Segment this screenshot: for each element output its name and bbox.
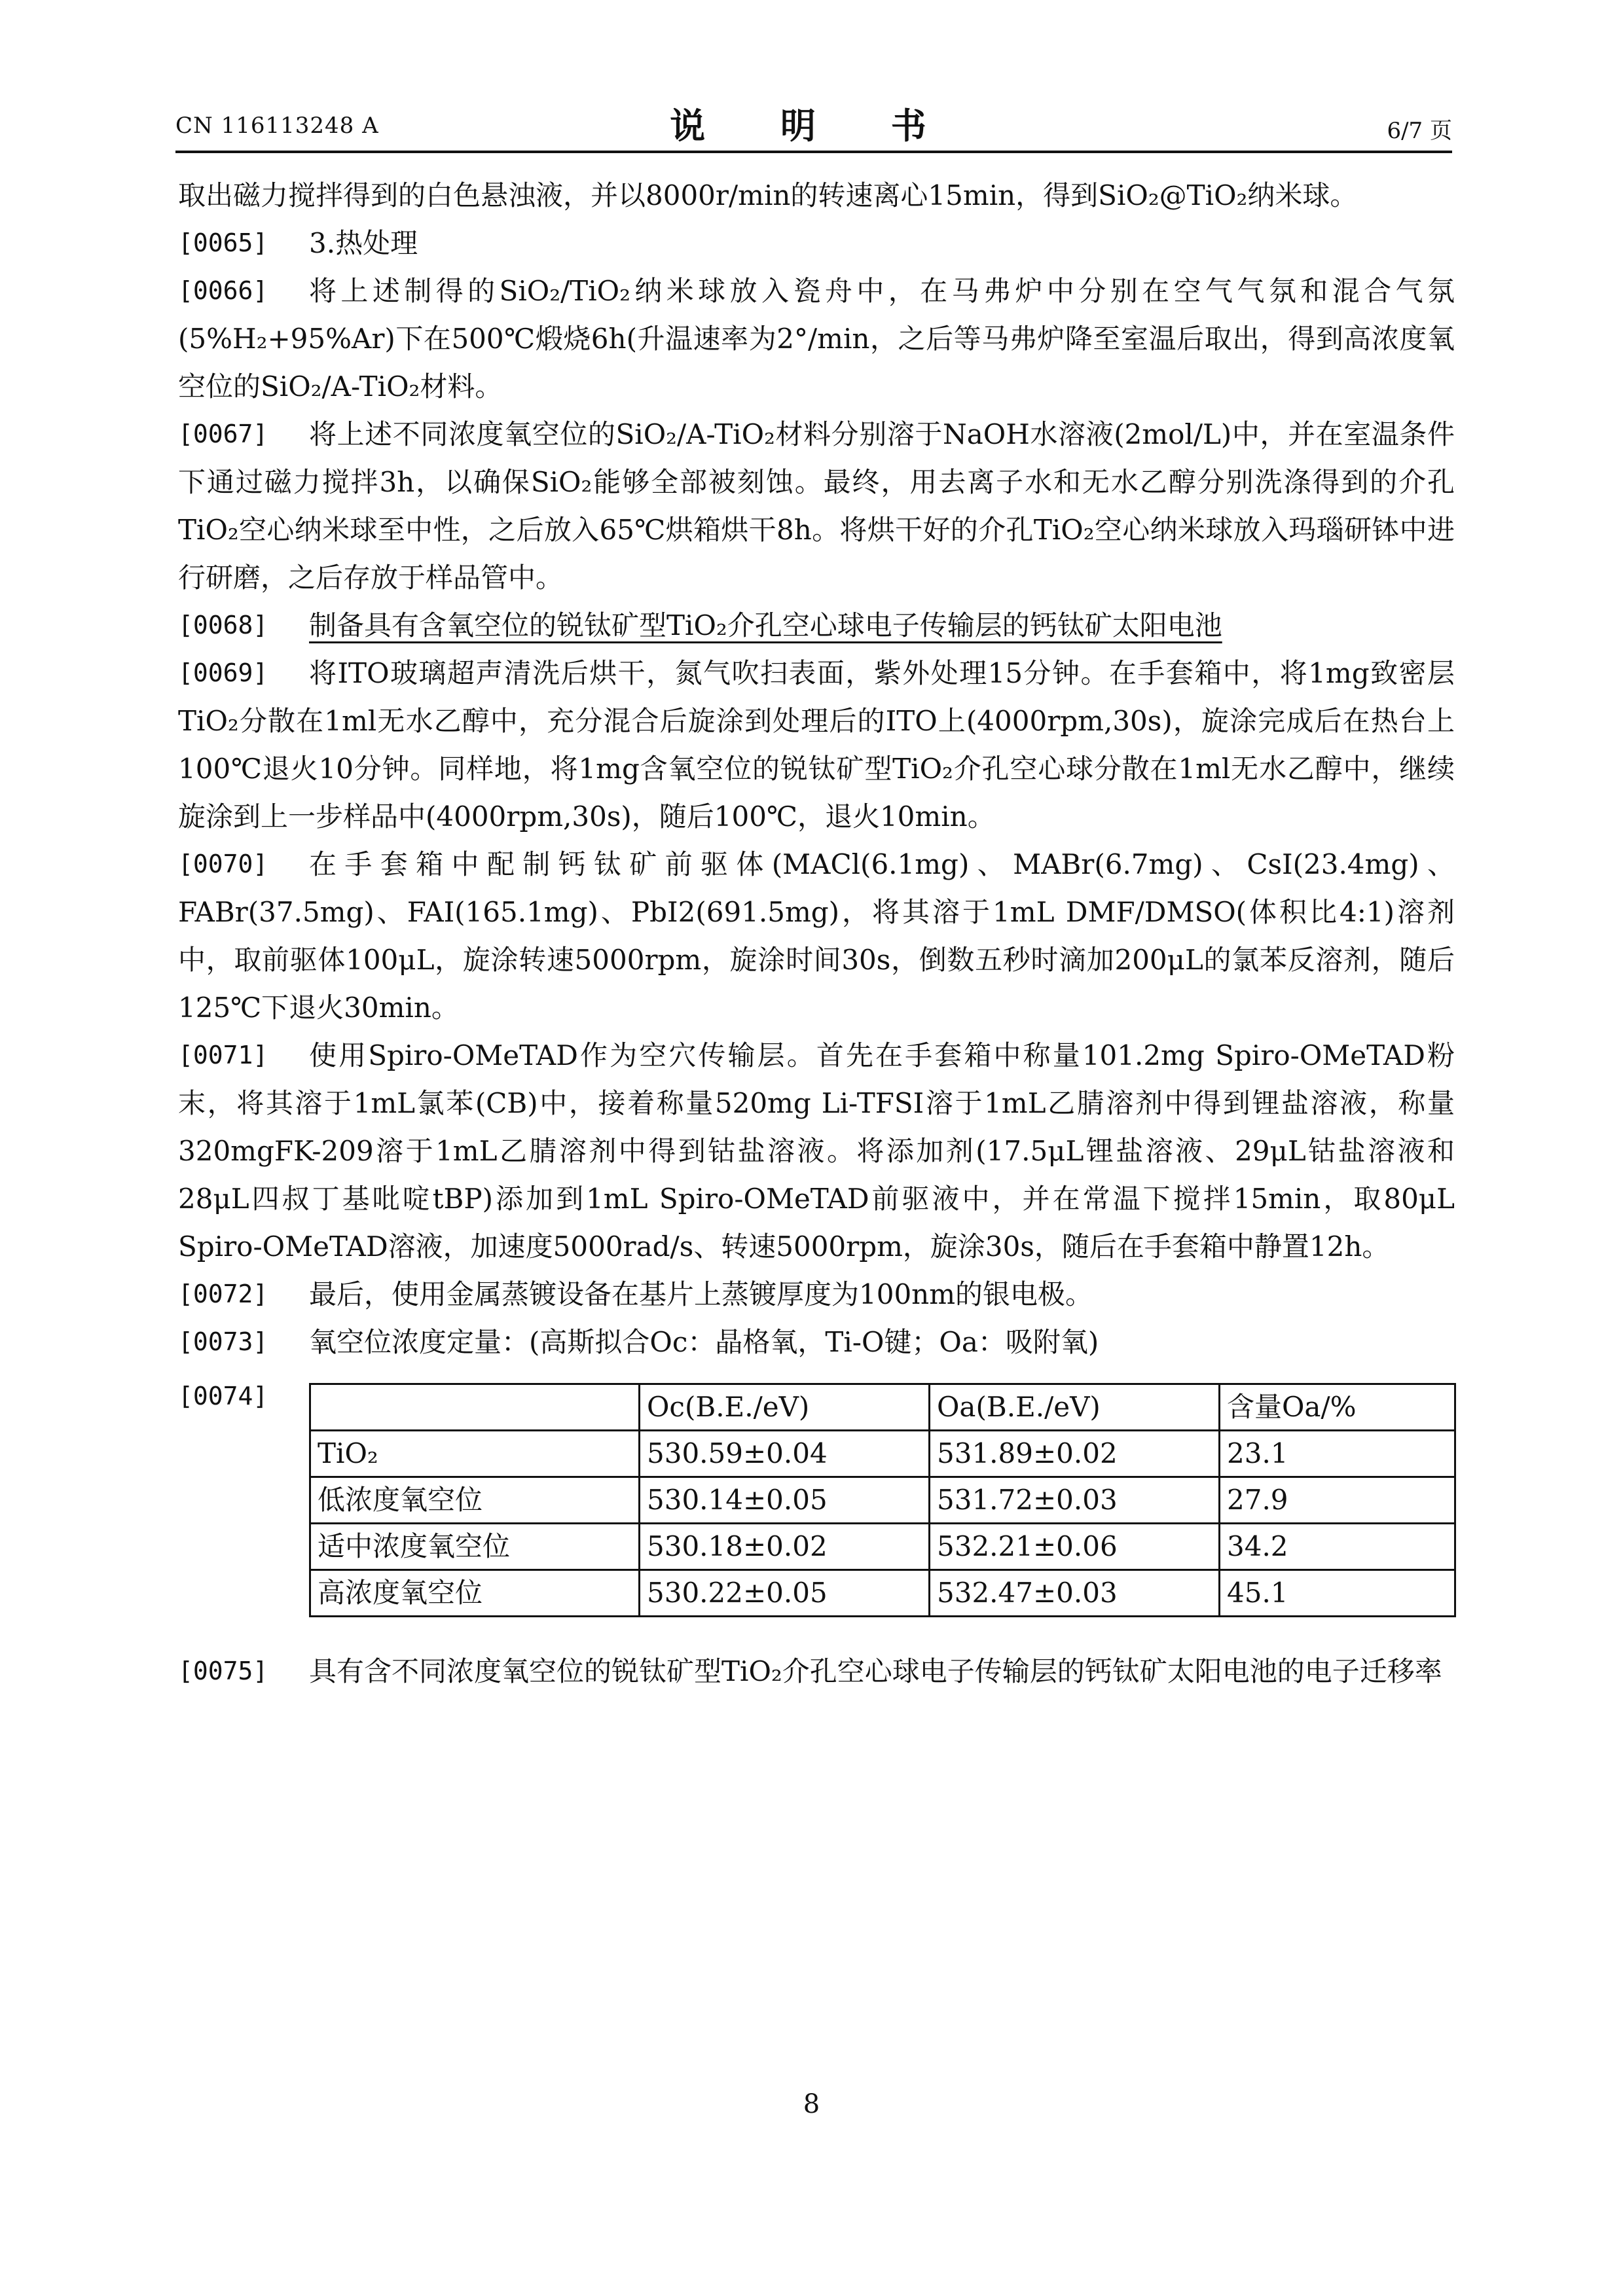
paragraph-number: [0069]	[178, 658, 268, 687]
paragraph-0072	[178, 1270, 1455, 1318]
paragraph-text: 3.热处理	[309, 227, 418, 259]
paragraph-number: [0072]	[178, 1280, 268, 1308]
table-header-row	[310, 1384, 1455, 1431]
paragraph-0075	[178, 1647, 1455, 1695]
table-cell: 适中浓度氧空位	[310, 1524, 640, 1570]
paragraph-text: 氧空位浓度定量：(高斯拟合Oc：晶格氧，Ti-O键；Oa：吸附氧)	[309, 1326, 1099, 1358]
table-cell: 45.1	[1220, 1570, 1455, 1617]
page-indicator: 6/7 页	[1387, 118, 1452, 144]
oxygen-vacancy-table	[309, 1383, 1456, 1617]
table-header-cell	[310, 1384, 640, 1431]
paragraph-text: 使用Spiro-OMeTAD作为空穴传输层。首先在手套箱中称量101.2mg Spiro-OMeTAD粉末，将其溶于1mL氯苯(CB)中，接着称量520mg Li-TFSI溶于1mL乙腈溶剂中得到锂盐溶液，称量320mgFK-209溶于1mL乙腈溶剂中得到钴盐溶液。将添加剂(17.5μL锂盐溶液、29μL钴盐溶液和28μL四叔丁基吡啶tBP)添加到1mL Spiro-OMeTAD前驱液中，并在常温下搅拌15min，取80μL Spiro-OMeTAD溶液，加速度5000rad/s、转速5000rpm，旋涂30s，随后在手套箱中静置12h。	[178, 1039, 1455, 1263]
paragraph-number: [0075]	[178, 1657, 268, 1685]
paragraph-number: [0070]	[178, 850, 268, 878]
table-cell: 34.2	[1220, 1524, 1455, 1570]
paragraph-text: 将ITO玻璃超声清洗后烘干，氮气吹扫表面，紫外处理15分钟。在手套箱中，将1mg致密层TiO₂分散在1ml无水乙醇中，充分混合后旋涂到处理后的ITO上(4000rpm,30s)，旋涂完成后在热台上100℃退火10分钟。同样地，将1mg含氧空位的锐钛矿型TiO₂介孔空心球分散在1ml无水乙醇中，继续旋涂到上一步样品中(4000rpm,30s)，随后100℃，退火10min。	[178, 657, 1455, 833]
paragraph-number: [0068]	[178, 611, 268, 639]
table-row	[310, 1431, 1455, 1477]
table-cell: 高浓度氧空位	[310, 1570, 640, 1617]
paragraph-text: 将上述制得的SiO₂/TiO₂纳米球放入瓷舟中，在马弗炉中分别在空气气氛和混合气氛(5%H₂+95%Ar)下在500℃煅烧6h(升温速率为2°/min，之后等马弗炉降至室温后取出，得到高浓度氧空位的SiO₂/A-TiO₂材料。	[178, 275, 1455, 403]
paragraph-0066	[178, 267, 1455, 410]
publication-number: CN 116113248 A	[175, 113, 379, 139]
paragraph-0069	[178, 649, 1455, 840]
table-cell: TiO₂	[310, 1431, 640, 1477]
paragraph-continuation	[178, 171, 1455, 219]
paragraph-number: [0074]	[178, 1382, 268, 1410]
page-number: 8	[803, 2089, 820, 2119]
table-cell: 530.18±0.02	[640, 1524, 930, 1570]
paragraph-text: 将上述不同浓度氧空位的SiO₂/A-TiO₂材料分别溶于NaOH水溶液(2mol/L)中，并在室温条件下通过磁力搅拌3h，以确保SiO₂能够全部被刻蚀。最终，用去离子水和无水乙醇分别洗涤得到的介孔TiO₂空心纳米球至中性，之后放入65℃烘箱烘干8h。将烘干好的介孔TiO₂空心纳米球放入玛瑙研钵中进行研磨，之后存放于样品管中。	[178, 418, 1455, 594]
document-title: 说 明 书	[670, 105, 958, 147]
paragraph-number: [0071]	[178, 1041, 268, 1069]
table-row	[310, 1524, 1455, 1570]
paragraph-0070	[178, 840, 1455, 1031]
paragraph-text: 取出磁力搅拌得到的白色悬浊液，并以8000r/min的转速离心15min，得到SiO₂@TiO₂纳米球。	[178, 179, 1358, 211]
paragraph-0074	[178, 1372, 1455, 1647]
table-row	[310, 1477, 1455, 1524]
paragraph-0067	[178, 410, 1455, 601]
table-cell: 532.21±0.06	[930, 1524, 1220, 1570]
table-cell: 531.72±0.03	[930, 1477, 1220, 1524]
table-header-cell: Oc(B.E./eV)	[640, 1384, 930, 1431]
paragraph-0073	[178, 1318, 1455, 1366]
table-row	[310, 1570, 1455, 1617]
paragraph-number: [0073]	[178, 1327, 268, 1356]
document-body	[178, 171, 1455, 1695]
paragraph-0071	[178, 1031, 1455, 1270]
table-header-cell: 含量Oa/%	[1220, 1384, 1455, 1431]
table-cell: 低浓度氧空位	[310, 1477, 640, 1524]
table-cell: 530.14±0.05	[640, 1477, 930, 1524]
paragraph-text: 最后，使用金属蒸镀设备在基片上蒸镀厚度为100nm的银电极。	[309, 1278, 1093, 1310]
table-cell: 23.1	[1220, 1431, 1455, 1477]
section-heading: 制备具有含氧空位的锐钛矿型TiO₂介孔空心球电子传输层的钙钛矿太阳电池	[309, 609, 1222, 641]
page-header	[175, 98, 1452, 153]
table-cell: 532.47±0.03	[930, 1570, 1220, 1617]
paragraph-text: 具有含不同浓度氧空位的锐钛矿型TiO₂介孔空心球电子传输层的钙钛矿太阳电池的电子迁移率	[309, 1655, 1442, 1687]
paragraph-0065	[178, 219, 1455, 267]
table-cell: 531.89±0.02	[930, 1431, 1220, 1477]
table-cell: 27.9	[1220, 1477, 1455, 1524]
table-cell: 530.59±0.04	[640, 1431, 930, 1477]
paragraph-number: [0067]	[178, 420, 268, 448]
paragraph-text: 在手套箱中配制钙钛矿前驱体(MACl(6.1mg)、MABr(6.7mg)、CsI(23.4mg)、FABr(37.5mg)、FAI(165.1mg)、PbI2(691.5mg)，将其溶于1mL DMF/DMSO(体积比4:1)溶剂中，取前驱体100μL，旋涂转速5000rpm，旋涂时间30s，倒数五秒时滴加200μL的氯苯反溶剂，随后125℃下退火30min。	[178, 848, 1455, 1024]
paragraph-number: [0066]	[178, 276, 268, 305]
paragraph-0068	[178, 601, 1455, 649]
table-header-cell: Oa(B.E./eV)	[930, 1384, 1220, 1431]
table-cell: 530.22±0.05	[640, 1570, 930, 1617]
paragraph-number: [0065]	[178, 228, 268, 257]
